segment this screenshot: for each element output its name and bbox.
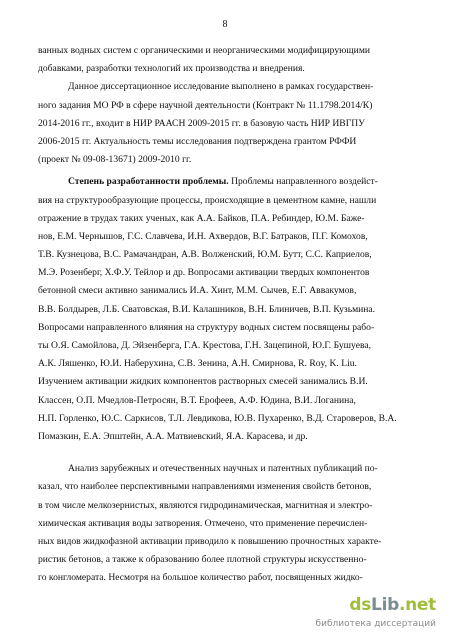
text-line: нов, Е.М. Чернышов, Г.С. Славчева, И.Н. Ахвердов, В.Г. Батраков, П.Г. Комохов, [38,230,368,242]
paragraph-funding [38,78,430,169]
text-line: ванных водных систем с органическими и неорганическими модифицирующими [38,45,371,56]
logo-part-lib: Lib [371,595,399,615]
dslib-logo [349,595,436,615]
heading-line-text: Проблемы направленного воздейст- [231,176,378,188]
text-line: го конгломерата. Несмотря на большое количество работ, посвященных жидко- [38,572,363,584]
section-heading: Степень разработанности проблемы. [68,176,232,188]
text-line: Вопросами направленного влияния на структуру водных систем посвящены рабо- [38,321,375,333]
text-line: А.К. Ляшенко, Ю.И. Наберухина, С.В. Зенина, А.Н. Смирнова, R. Roy, K. Liu. [38,358,357,370]
page-number: 8 [222,19,228,30]
text-line: Данное диссертационное исследование выполнено в рамках государствен- [68,81,374,93]
text-line: 2014-2016 гг., входит в НИР РААСН 2009-2015 гг. в базовую часть НИР ИВГПУ [38,117,365,129]
paragraph-continuation [38,42,430,78]
text-line: отражение в трудах таких ученых, как А.А. Байков, П.А. Ребиндер, Ю.М. Баже- [38,212,365,224]
text-line: ты О.Я. Самойлова, Д. Эйзенберга, Г.А. Крестова, Г.Н. Зацепиной, Ю.Г. Бушуева, [38,340,372,351]
logo-part-net: .net [398,595,436,615]
text-line: М.Э. Розенберг, Х.Ф.У. Тейлор и др. Вопросами активации твердых компонентов [38,267,370,279]
text-line [38,173,430,191]
paragraph-problem-state [38,173,430,446]
text-line: добавками, разработки технологий их производства и внедрения. [38,63,305,75]
text-line: бетонной смеси активно занимались И.А. Хинт, М.М. Сычев, Е.Г. Аввакумов, [38,285,357,297]
text-line: (проект № 09-08-13671) 2009-2010 гг. [38,154,192,166]
text-line: В.В. Болдырев, Л.Б. Сватовская, В.И. Калашников, В.Н. Блиничев, В.П. Кузьмина. [38,303,376,315]
logo-part-ds: ds [349,595,372,615]
text-line: ных видов жидкофазной активации приводило к повышению прочностных характе- [38,535,382,547]
text-line: Классен, О.П. Мчедлов-Петросян, В.Т. Ерофеев, А.Ф. Юдина, В.И. Логанина, [38,394,356,406]
text-line-wrapped: Н.П. Горленко, Ю.С. Саркисов, Т.Л. Левдикова, Ю.В. Пухаренко, В.Д. Староверов, В.А. Помазкин, Е.А. Эпштейн, А.А. Матвиевский, Я.А. Карасева, и др. [38,412,397,442]
text-line: Т.В. Кузнецова, В.С. Рамачандран, А.В. Волженский, Ю.М. Бутт, С.С. Каприелов, [38,249,372,261]
paragraph-analysis [38,460,430,587]
text-line: казал, что наиболее перспективными направлениями изменения свойств бетонов, [38,481,372,493]
document-body [38,42,430,587]
text-line: ного задания МО РФ в сфере научной деятельности (Контракт № 11.1798.2014/К) [38,99,373,111]
text-line: химическая активация воды затворения. Отмечено, что применение перечислен- [38,517,368,529]
dslib-watermark [300,595,436,629]
text-line: Изучением активации жидких компонентов растворных смесей занимались В.И. [38,376,368,388]
text-line: 2006-2015 гг. Актуальность темы исследования подтверждена грантом РФФИ [38,135,357,147]
text-line: Анализ зарубежных и отечественных научных и патентных публикаций по- [68,463,378,475]
text-line: в том числе мелкозернистых, являются гидродинамическая, магнитная и электро- [38,499,373,511]
text-line: ристик бетонов, а также к образованию более плотной структуры искусственно- [38,554,367,566]
text-line: вия на структурообразующие процессы, происходящие в цементном камне, нашли [38,194,377,206]
watermark-subtitle: библиотека диссертаций [315,619,436,629]
